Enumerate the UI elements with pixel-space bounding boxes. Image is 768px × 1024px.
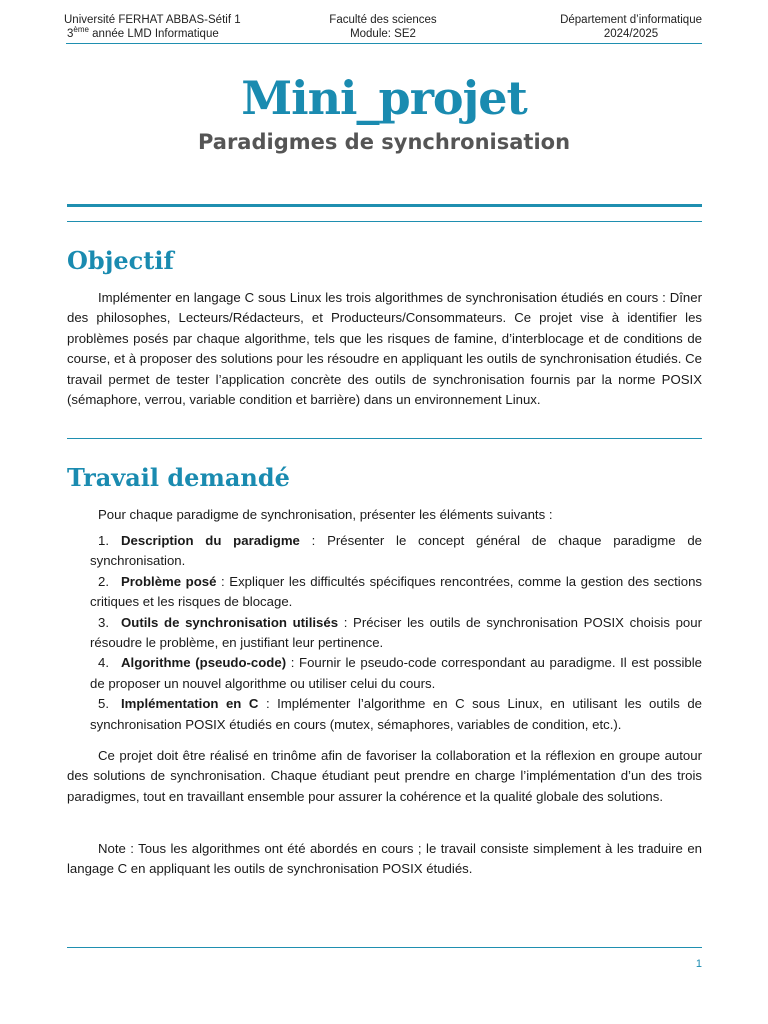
travail-intro: Pour chaque paradigme de synchronisation, présenter les éléments suivants :	[98, 507, 553, 522]
list-item-text: : Implémenter l’algorithme en C sous Linux, en utilisant les outils de synchronisation POSIX étudiés en cours (mutex, sémaphores, variables de condition, etc.).	[90, 696, 702, 732]
list-item-number: 1.	[98, 533, 109, 548]
list-item-title: Problème posé	[121, 573, 217, 589]
header-divider	[66, 43, 702, 44]
list-item-number: 2.	[98, 573, 109, 589]
requirements-list	[90, 531, 702, 735]
list-item-text: : Expliquer les difficultés spécifiques rencontrées, comme la gestion des sections critiques et les risques de blocage.	[90, 573, 703, 610]
header-year-superscript: ème	[73, 25, 89, 35]
header-department	[560, 13, 702, 41]
list-item-title: Implémentation en C	[121, 696, 259, 712]
footer-divider	[67, 947, 702, 948]
list-item-number: 3.	[98, 614, 109, 630]
header-academic-year: 2024/2025	[603, 28, 659, 40]
list-item	[90, 694, 702, 735]
header-university-name: Université FERHAT ABBAS-Sétif 1	[64, 14, 241, 26]
title-divider-thick	[67, 204, 702, 207]
header-module: Module: SE2	[350, 28, 416, 40]
list-item-title: Outils de synchronisation utilisés	[121, 614, 339, 630]
list-item	[90, 613, 702, 654]
header-year-rest: année LMD Informatique	[88, 28, 219, 40]
list-item-text: : Fournir le pseudo-code correspondant au paradigme. Il est possible de proposer un nouvel algorithme ou utiliser celui du cours.	[90, 655, 702, 691]
note-paragraph: Note : Tous les algorithmes ont été abordés en cours ; le travail consiste simplement à les traduire en langage C en appliquant les outils de synchronisation POSIX étudiés.	[67, 841, 702, 877]
list-item-text: : Préciser les outils de synchronisation POSIX choisis pour résoudre le problème, en justifiant leur pertinence.	[90, 614, 702, 651]
list-item-number: 5.	[98, 696, 109, 712]
section-divider	[67, 438, 702, 439]
page-number: 1	[695, 958, 702, 970]
list-item-text: : Présenter le concept général de chaque paradigme de synchronisation.	[90, 533, 702, 569]
list-item-title: Algorithme (pseudo-code)	[121, 655, 287, 671]
list-item-number: 4.	[98, 655, 109, 671]
header-department-name: Département d’informatique	[560, 14, 702, 26]
list-item	[90, 531, 702, 572]
objectif-paragraph: Implémenter en langage C sous Linux les trois algorithmes de synchronisation étudiés en cours : Dîner des philosophes, Lecteurs/Rédacteurs, et Producteurs/Consommateurs. Ce projet vise à identifier les problèmes posés par chaque algorithme, tels que les risques de famine, d’interblocage et de conditions de course, et à proposer des solutions pour les résoudre en appliquant les outils de synchronisation étudiés. Ce travail permet de tester l’application concrète des outils de synchronisation fournis par la norme POSIX (sémaphore, verrou, variable condition et barrière) dans un environnement Linux.	[67, 290, 702, 408]
page-subtitle: Paradigmes de synchronisation	[197, 130, 571, 154]
section-heading-travail: Travail demandé	[67, 463, 290, 492]
collaboration-paragraph: Ce projet doit être réalisé en trinôme afin de favoriser la collaboration et la réflexion en groupe autour des solutions de synchronisation. Chaque étudiant peut prendre en charge l’implémentation d’un des trois paradigmes, tout en travaillant ensemble pour assurer la cohérence et la qualité globale des solutions.	[67, 748, 702, 804]
header-year-number: 3	[67, 28, 74, 40]
list-item	[90, 653, 702, 694]
list-item	[90, 572, 702, 613]
title-divider-thin	[67, 221, 702, 222]
section-heading-objectif: Objectif	[67, 246, 174, 275]
header-faculty-name: Faculté des sciences	[329, 14, 437, 26]
list-item-title: Description du paradigme	[121, 533, 300, 548]
page-title: Mini_projet	[241, 71, 527, 125]
